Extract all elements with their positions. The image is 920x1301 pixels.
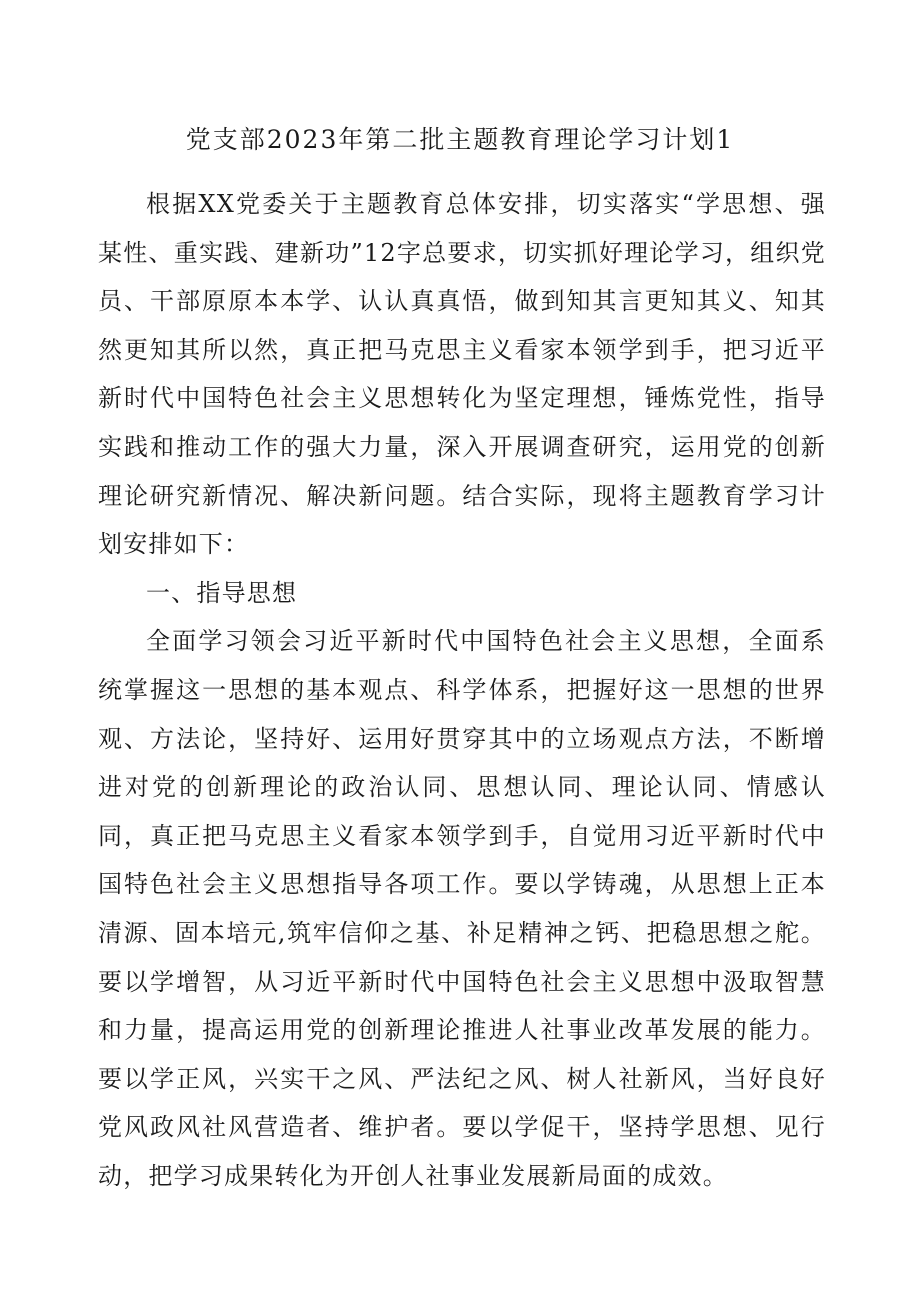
- section-heading-guiding-ideology: 一、指导思想: [146, 578, 298, 607]
- guiding-ideology-paragraph: 全面学习领会习近平新时代中国特色社会主义思想，全面系统掌握这一思想的基本观点、科学体系，把握好这一思想的世界观、方法论，坚持好、运用好贯穿其中的立场观点方法，不断增进对党的创新理论的政治认同、思想认同、理论认同、情感认同，真正把马克思主义看家本领学到手，自觉用习近平新时代中国特色社会主义思想指导各项工作。要以学铸魂，从思想上正本清源、固本培元,筑牢信仰之基、补足精神之钙、把稳思想之舵。要以学增智，从习近平新时代中国特色社会主义思想中汲取智慧和力量，提高运用党的创新理论推进人社事业改革发展的能力。要以学正风，兴实干之风、严法纪之风、树人社新风，当好良好党风政风社风营造者、维护者。要以学促干，坚持学思想、见行动，把学习成果转化为开创人社事业发展新局面的成效。: [98, 627, 826, 1190]
- document-title: 党支部2023年第二批主题教育理论学习计划1: [185, 125, 735, 154]
- document-body: [98, 180, 826, 1200]
- intro-paragraph: 根据XX党委关于主题教育总体安排，切实落实“学思想、强某性、重实践、建新功”12字总要求，切实抓好理论学习，组织党员、干部原原本本学、认认真真悟，做到知其言更知其义、知其然更知其所以然，真正把马克思主义看家本领学到手，把习近平新时代中国特色社会主义思想转化为坚定理想，锤炼党性，指导实践和推动工作的强大力量，深入开展调查研究，运用党的创新理论研究新情况、解决新问题。结合实际，现将主题教育学习计划安排如下：: [98, 190, 826, 559]
